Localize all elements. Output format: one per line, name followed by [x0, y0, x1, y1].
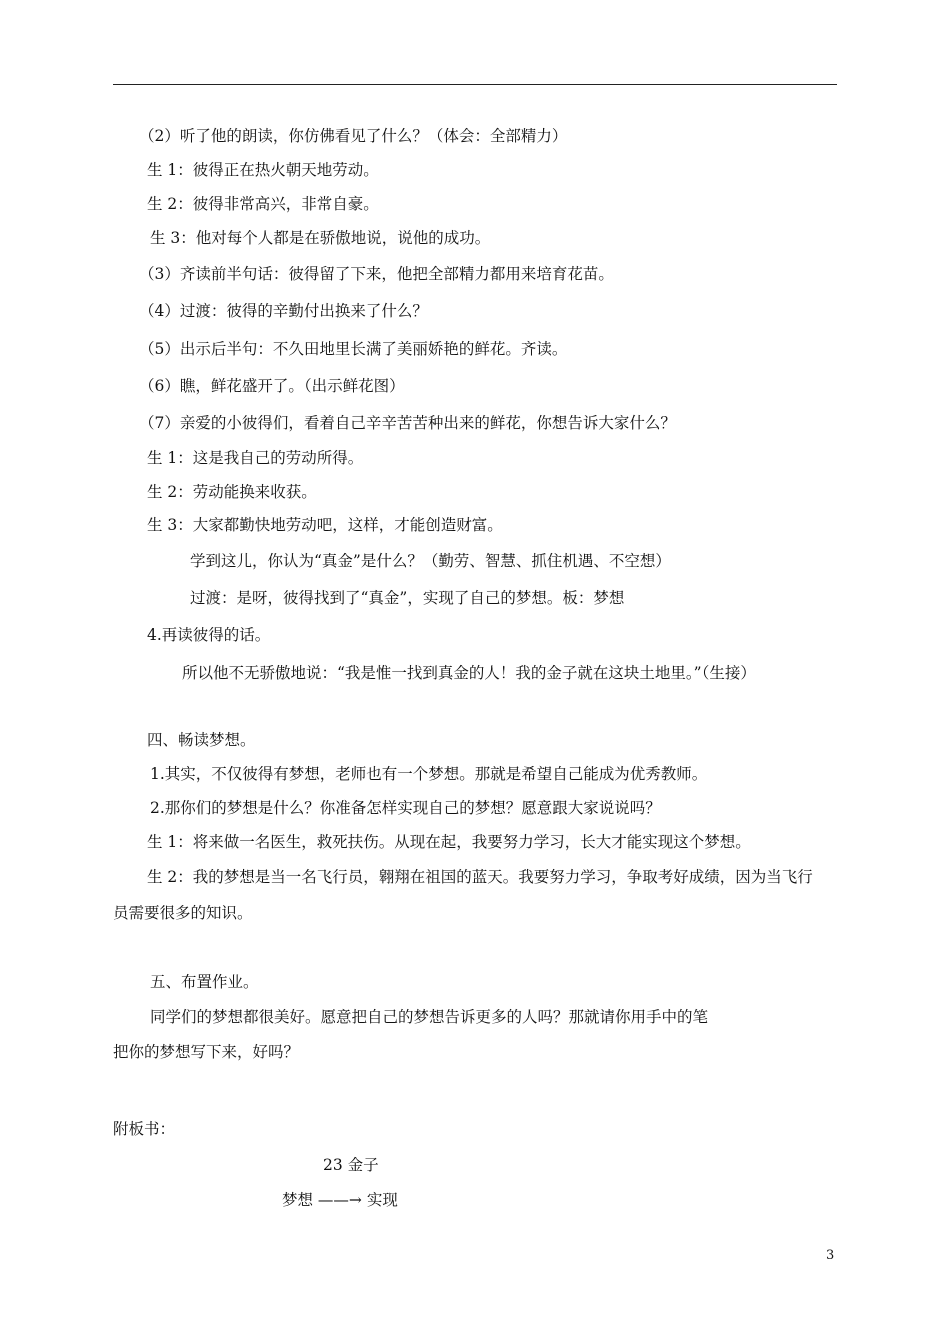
text-line: 员需要很多的知识。 — [113, 904, 253, 922]
text-line: 把你的梦想写下来，好吗？ — [113, 1043, 300, 1061]
text-line: 过渡：是呀，彼得找到了“真金”，实现了自己的梦想。板：梦想 — [190, 589, 625, 607]
text-line: （3）齐读前半句话：彼得留了下来，他把全部精力都用来培育花苗。 — [139, 265, 614, 283]
board-diagram: 梦想 ——→ 实现 — [282, 1191, 398, 1209]
section-heading: 四、畅读梦想。 — [147, 731, 256, 749]
text-line: （5）出示后半句：不久田地里长满了美丽娇艳的鲜花。齐读。 — [139, 340, 568, 358]
text-line: 4.再读彼得的话。 — [147, 626, 271, 644]
board-title: 23 金子 — [323, 1156, 379, 1174]
text-line: （4）过渡：彼得的辛勤付出换来了什么？ — [139, 302, 428, 320]
text-line: 所以他不无骄傲地说：“我是惟一找到真金的人！我的金子就在这块土地里。”（生接） — [182, 664, 756, 682]
text-line: （6）瞧，鲜花盛开了。（出示鲜花图） — [139, 377, 405, 395]
text-line: 学到这儿，你认为“真金”是什么？（勤劳、智慧、抓住机遇、不空想） — [190, 552, 671, 570]
text-line: 生 2：劳动能换来收获。 — [147, 483, 317, 501]
text-line: 生 1：将来做一名医生，救死扶伤。从现在起，我要努力学习，长大才能实现这个梦想。 — [147, 833, 751, 851]
text-line: 附板书： — [113, 1120, 176, 1138]
text-line: 生 3：他对每个人都是在骄傲地说，说他的成功。 — [150, 229, 491, 247]
text-line: 生 2：我的梦想是当一名飞行员，翱翔在祖国的蓝天。我要努力学习，争取考好成绩，因为当飞行 — [147, 868, 813, 886]
page-number: 3 — [826, 1248, 835, 1263]
section-heading: 五、布置作业。 — [150, 973, 259, 991]
text-line: 生 1：这是我自己的劳动所得。 — [147, 449, 364, 467]
text-line: 同学们的梦想都很美好。愿意把自己的梦想告诉更多的人吗？那就请你用手中的笔 — [150, 1008, 709, 1026]
text-line: 生 1：彼得正在热火朝天地劳动。 — [147, 161, 379, 179]
text-line: （7）亲爱的小彼得们，看着自己辛辛苦苦种出来的鲜花，你想告诉大家什么？ — [139, 414, 676, 432]
text-line: 2.那你们的梦想是什么？你准备怎样实现自己的梦想？愿意跟大家说说吗？ — [150, 799, 661, 817]
text-line: （2）听了他的朗读，你仿佛看见了什么？（体会：全部精力） — [139, 127, 568, 145]
text-line: 生 3：大家都勤快地劳动吧，这样，才能创造财富。 — [147, 516, 503, 534]
text-line: 1.其实，不仅彼得有梦想，老师也有一个梦想。那就是希望自己能成为优秀教师。 — [150, 765, 708, 783]
header-rule — [113, 84, 837, 85]
text-line: 生 2：彼得非常高兴，非常自豪。 — [147, 195, 379, 213]
